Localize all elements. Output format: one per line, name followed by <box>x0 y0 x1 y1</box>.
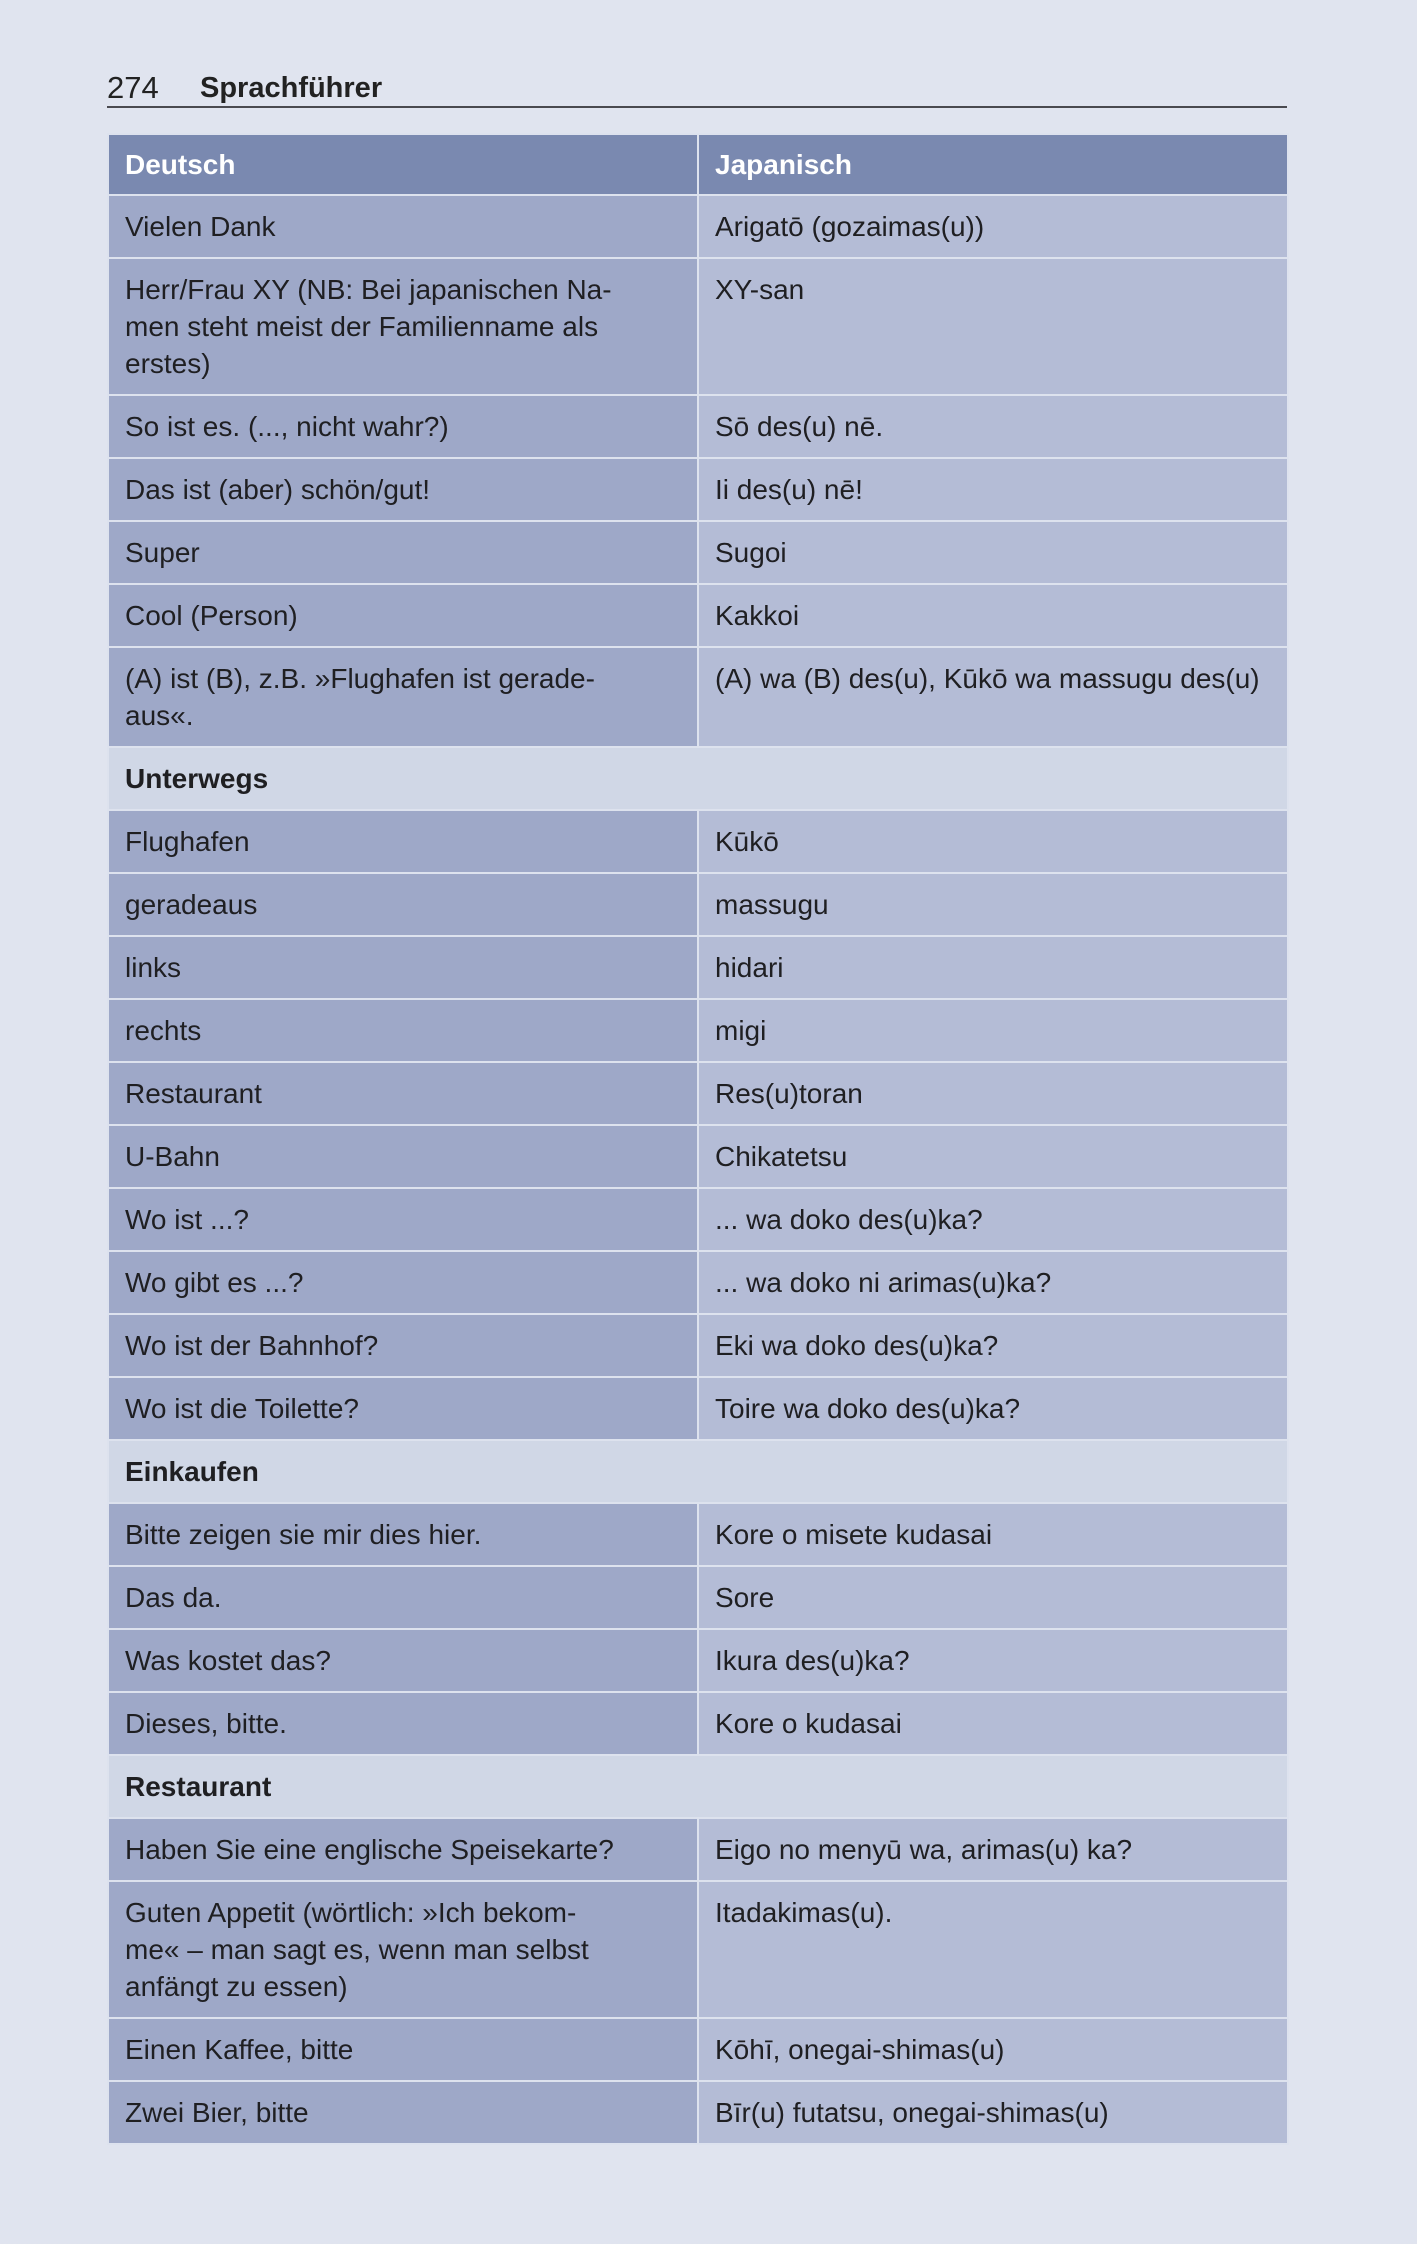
german-phrase: Restaurant <box>108 1062 698 1125</box>
table-row <box>108 2081 1288 2144</box>
german-phrase-line: aus«. <box>125 700 194 731</box>
german-phrase: Flughafen <box>108 810 698 873</box>
german-phrase: rechts <box>108 999 698 1062</box>
table-row <box>108 873 1288 936</box>
section-heading-row <box>108 747 1288 810</box>
table-row <box>108 1692 1288 1755</box>
japanese-phrase: Chikatetsu <box>698 1125 1288 1188</box>
german-phrase: Wo gibt es ...? <box>108 1251 698 1314</box>
table-row <box>108 395 1288 458</box>
german-phrase: So ist es. (..., nicht wahr?) <box>108 395 698 458</box>
table-row <box>108 1818 1288 1881</box>
german-phrase: geradeaus <box>108 873 698 936</box>
german-phrase <box>108 647 698 747</box>
german-phrase: Wo ist der Bahnhof? <box>108 1314 698 1377</box>
german-phrase <box>108 258 698 395</box>
german-phrase: Zwei Bier, bitte <box>108 2081 698 2144</box>
japanese-phrase: ... wa doko des(u)ka? <box>698 1188 1288 1251</box>
japanese-phrase: Res(u)toran <box>698 1062 1288 1125</box>
german-phrase: Was kostet das? <box>108 1629 698 1692</box>
japanese-phrase: ... wa doko ni arimas(u)ka? <box>698 1251 1288 1314</box>
japanese-phrase: massugu <box>698 873 1288 936</box>
japanese-phrase: Toire wa doko des(u)ka? <box>698 1377 1288 1440</box>
japanese-phrase: migi <box>698 999 1288 1062</box>
german-phrase-line: Guten Appetit (wörtlich: »Ich bekom- <box>125 1897 577 1928</box>
german-phrase: Wo ist ...? <box>108 1188 698 1251</box>
japanese-phrase: Arigatō (gozaimas(u)) <box>698 195 1288 258</box>
japanese-phrase: XY-san <box>698 258 1288 395</box>
column-header-deutsch: Deutsch <box>108 134 698 195</box>
table-row <box>108 521 1288 584</box>
table-row <box>108 1125 1288 1188</box>
german-phrase: Haben Sie eine englische Speisekarte? <box>108 1818 698 1881</box>
japanese-phrase: Eigo no menyū wa, arimas(u) ka? <box>698 1818 1288 1881</box>
section-heading: Unterwegs <box>108 747 1288 810</box>
japanese-phrase: Sore <box>698 1566 1288 1629</box>
german-phrase <box>108 1881 698 2018</box>
table-row <box>108 1314 1288 1377</box>
japanese-phrase: Ikura des(u)ka? <box>698 1629 1288 1692</box>
german-phrase: links <box>108 936 698 999</box>
german-phrase-line: erstes) <box>125 348 211 379</box>
phrasebook-table <box>107 133 1289 2145</box>
german-phrase: Dieses, bitte. <box>108 1692 698 1755</box>
table-row <box>108 1566 1288 1629</box>
running-head <box>107 68 1287 108</box>
japanese-phrase: hidari <box>698 936 1288 999</box>
table-row <box>108 1062 1288 1125</box>
japanese-phrase: Kōhī, onegai-shimas(u) <box>698 2018 1288 2081</box>
japanese-phrase: Kakkoi <box>698 584 1288 647</box>
table-row <box>108 999 1288 1062</box>
table-row <box>108 1251 1288 1314</box>
table-row <box>108 2018 1288 2081</box>
page-number: 274 <box>107 70 159 105</box>
japanese-phrase: Kore o kudasai <box>698 1692 1288 1755</box>
table-row <box>108 647 1288 747</box>
table-header-row <box>108 134 1288 195</box>
german-phrase: Das ist (aber) schön/gut! <box>108 458 698 521</box>
japanese-phrase: Sugoi <box>698 521 1288 584</box>
japanese-phrase: Eki wa doko des(u)ka? <box>698 1314 1288 1377</box>
japanese-phrase: (A) wa (B) des(u), Kūkō wa massugu des(u) <box>698 647 1288 747</box>
german-phrase: Bitte zeigen sie mir dies hier. <box>108 1503 698 1566</box>
table-row <box>108 810 1288 873</box>
german-phrase-line: Herr/Frau XY (NB: Bei japanischen Na- <box>125 274 612 305</box>
japanese-phrase: Bīr(u) futatsu, onegai-shimas(u) <box>698 2081 1288 2144</box>
japanese-phrase: Itadakimas(u). <box>698 1881 1288 2018</box>
table-row <box>108 1503 1288 1566</box>
table-row <box>108 584 1288 647</box>
section-heading: Restaurant <box>108 1755 1288 1818</box>
german-phrase: Das da. <box>108 1566 698 1629</box>
table-row <box>108 1881 1288 2018</box>
section-heading-row <box>108 1755 1288 1818</box>
japanese-phrase: Kore o misete kudasai <box>698 1503 1288 1566</box>
running-title: Sprachführer <box>200 72 383 104</box>
japanese-phrase: Kūkō <box>698 810 1288 873</box>
german-phrase: Einen Kaffee, bitte <box>108 2018 698 2081</box>
german-phrase-line: anfängt zu essen) <box>125 1971 348 2002</box>
german-phrase: Cool (Person) <box>108 584 698 647</box>
german-phrase: U-Bahn <box>108 1125 698 1188</box>
table-row <box>108 1377 1288 1440</box>
german-phrase-line: (A) ist (B), z.B. »Flughafen ist gerade- <box>125 663 595 694</box>
german-phrase: Wo ist die Toilette? <box>108 1377 698 1440</box>
table-row <box>108 1629 1288 1692</box>
table-row <box>108 195 1288 258</box>
column-header-japanisch: Japanisch <box>698 134 1288 195</box>
table-body <box>108 195 1288 2144</box>
section-heading: Einkaufen <box>108 1440 1288 1503</box>
table-row <box>108 1188 1288 1251</box>
german-phrase-line: me« – man sagt es, wenn man selbst <box>125 1934 589 1965</box>
table-row <box>108 936 1288 999</box>
table-row <box>108 258 1288 395</box>
german-phrase-line: men steht meist der Familienname als <box>125 311 599 342</box>
section-heading-row <box>108 1440 1288 1503</box>
japanese-phrase: Ii des(u) nē! <box>698 458 1288 521</box>
german-phrase: Vielen Dank <box>108 195 698 258</box>
german-phrase: Super <box>108 521 698 584</box>
japanese-phrase: Sō des(u) nē. <box>698 395 1288 458</box>
table-row <box>108 458 1288 521</box>
